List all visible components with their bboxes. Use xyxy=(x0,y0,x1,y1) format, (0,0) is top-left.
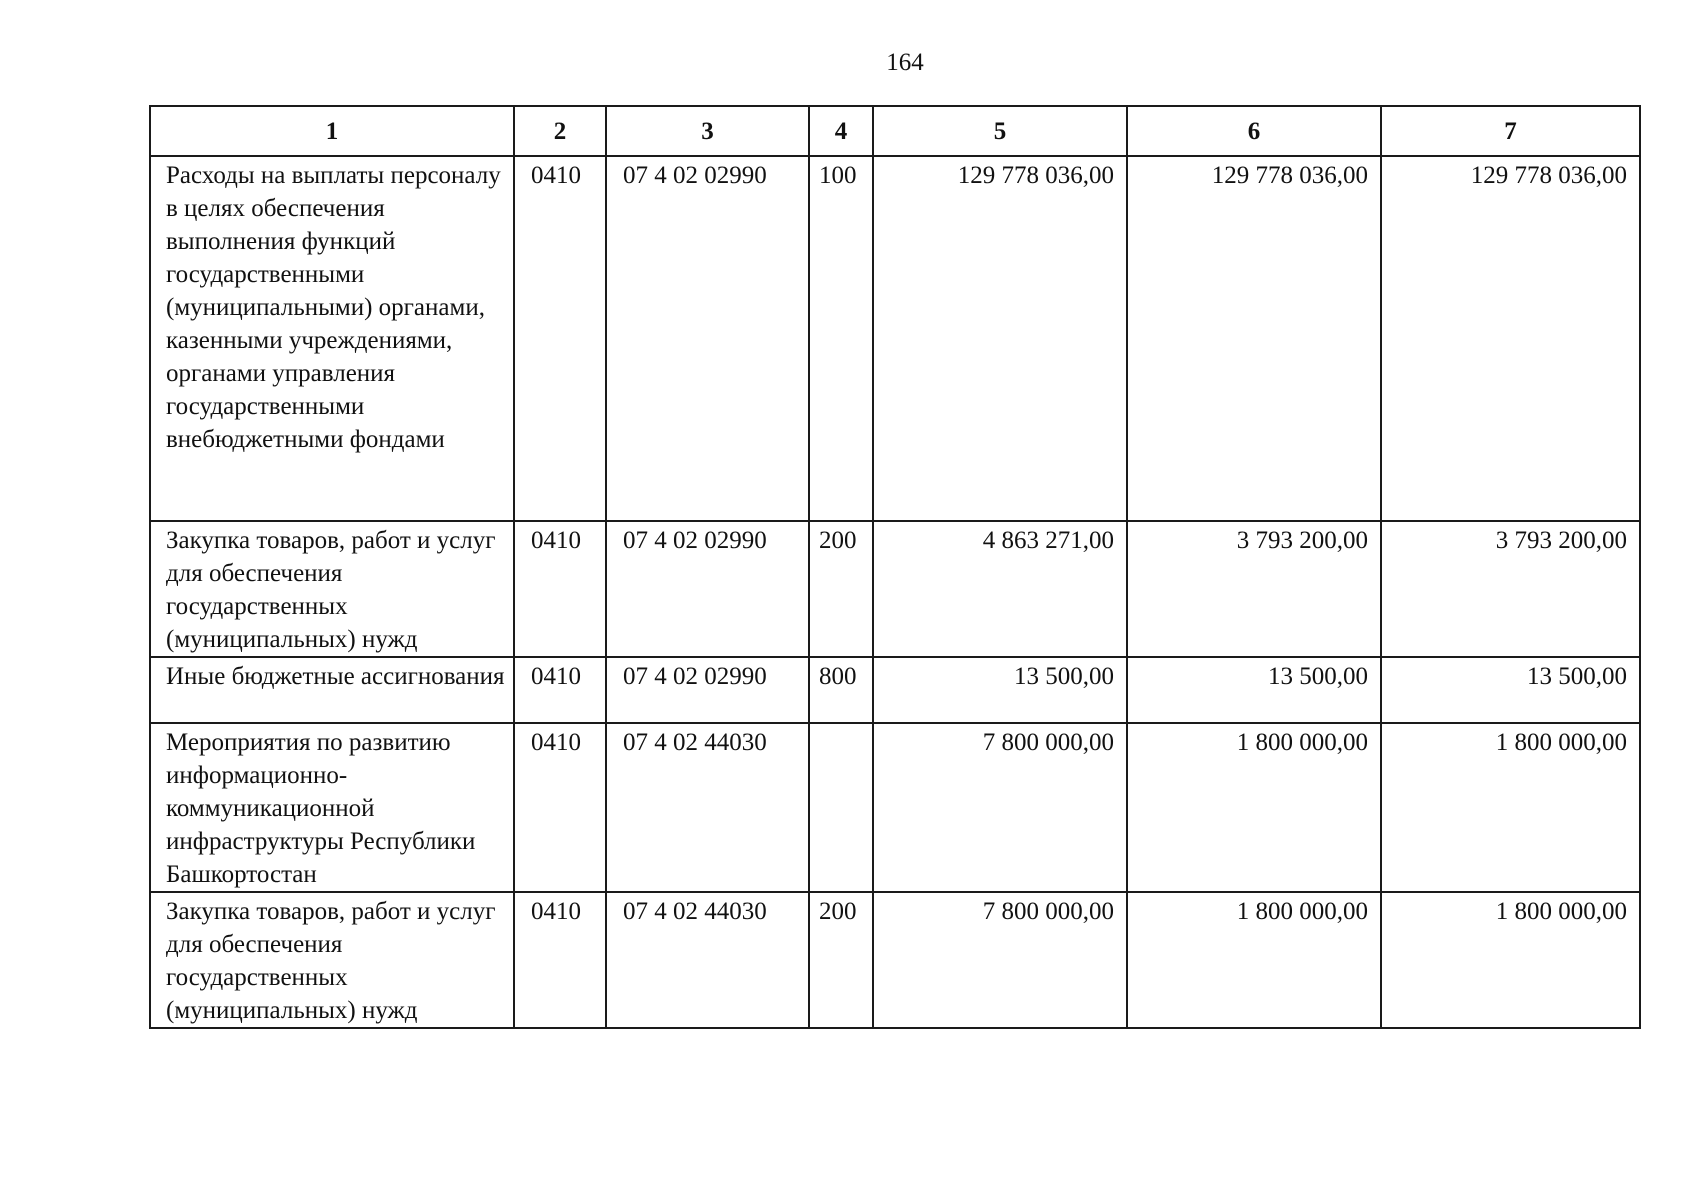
header-col-6: 6 xyxy=(1127,106,1381,156)
table-row xyxy=(150,521,1640,657)
row-value-6: 1 800 000,00 xyxy=(1127,723,1381,892)
row-section: 0410 xyxy=(514,156,606,521)
header-col-3: 3 xyxy=(606,106,809,156)
header-col-7: 7 xyxy=(1381,106,1640,156)
row-target: 07 4 02 02990 xyxy=(606,521,809,657)
header-col-2: 2 xyxy=(514,106,606,156)
row-kvr: 200 xyxy=(809,521,873,657)
page-number: 164 xyxy=(886,49,924,76)
row-value-5: 13 500,00 xyxy=(873,657,1127,723)
row-name: Иные бюджетные ассигнования xyxy=(150,657,514,723)
row-kvr: 100 xyxy=(809,156,873,521)
row-value-6: 3 793 200,00 xyxy=(1127,521,1381,657)
table-row xyxy=(150,657,1640,723)
table-row xyxy=(150,892,1640,1028)
header-col-4: 4 xyxy=(809,106,873,156)
header-col-1: 1 xyxy=(150,106,514,156)
row-section: 0410 xyxy=(514,657,606,723)
row-target: 07 4 02 02990 xyxy=(606,156,809,521)
row-name: Закупка товаров, работ и услуг для обеспечения государственных (муниципальных) нужд xyxy=(150,892,514,1028)
row-value-5: 7 800 000,00 xyxy=(873,723,1127,892)
row-kvr: 200 xyxy=(809,892,873,1028)
row-target: 07 4 02 02990 xyxy=(606,657,809,723)
row-value-7: 3 793 200,00 xyxy=(1381,521,1640,657)
row-name: Закупка товаров, работ и услуг для обеспечения государственных (муниципальных) нужд xyxy=(150,521,514,657)
table-row xyxy=(150,723,1640,892)
header-col-5: 5 xyxy=(873,106,1127,156)
row-kvr xyxy=(809,723,873,892)
row-target: 07 4 02 44030 xyxy=(606,723,809,892)
row-section: 0410 xyxy=(514,892,606,1028)
row-value-6: 1 800 000,00 xyxy=(1127,892,1381,1028)
row-target: 07 4 02 44030 xyxy=(606,892,809,1028)
row-value-5: 7 800 000,00 xyxy=(873,892,1127,1028)
row-value-5: 129 778 036,00 xyxy=(873,156,1127,521)
row-value-7: 13 500,00 xyxy=(1381,657,1640,723)
row-kvr: 800 xyxy=(809,657,873,723)
header-row xyxy=(150,106,1640,156)
row-value-7: 1 800 000,00 xyxy=(1381,723,1640,892)
row-name: Мероприятия по развитию информационно-коммуникационной инфраструктуры Республики Башкортостан xyxy=(150,723,514,892)
row-value-6: 129 778 036,00 xyxy=(1127,156,1381,521)
row-section: 0410 xyxy=(514,521,606,657)
budget-table xyxy=(149,105,1641,1029)
table-row xyxy=(150,156,1640,521)
row-value-6: 13 500,00 xyxy=(1127,657,1381,723)
row-value-7: 1 800 000,00 xyxy=(1381,892,1640,1028)
row-name: Расходы на выплаты персоналу в целях обеспечения выполнения функций государственными (муниципальными) органами, казенными учреждениями, органами управления государственными внебюджетными фондами xyxy=(150,156,514,521)
row-value-7: 129 778 036,00 xyxy=(1381,156,1640,521)
row-value-5: 4 863 271,00 xyxy=(873,521,1127,657)
row-section: 0410 xyxy=(514,723,606,892)
